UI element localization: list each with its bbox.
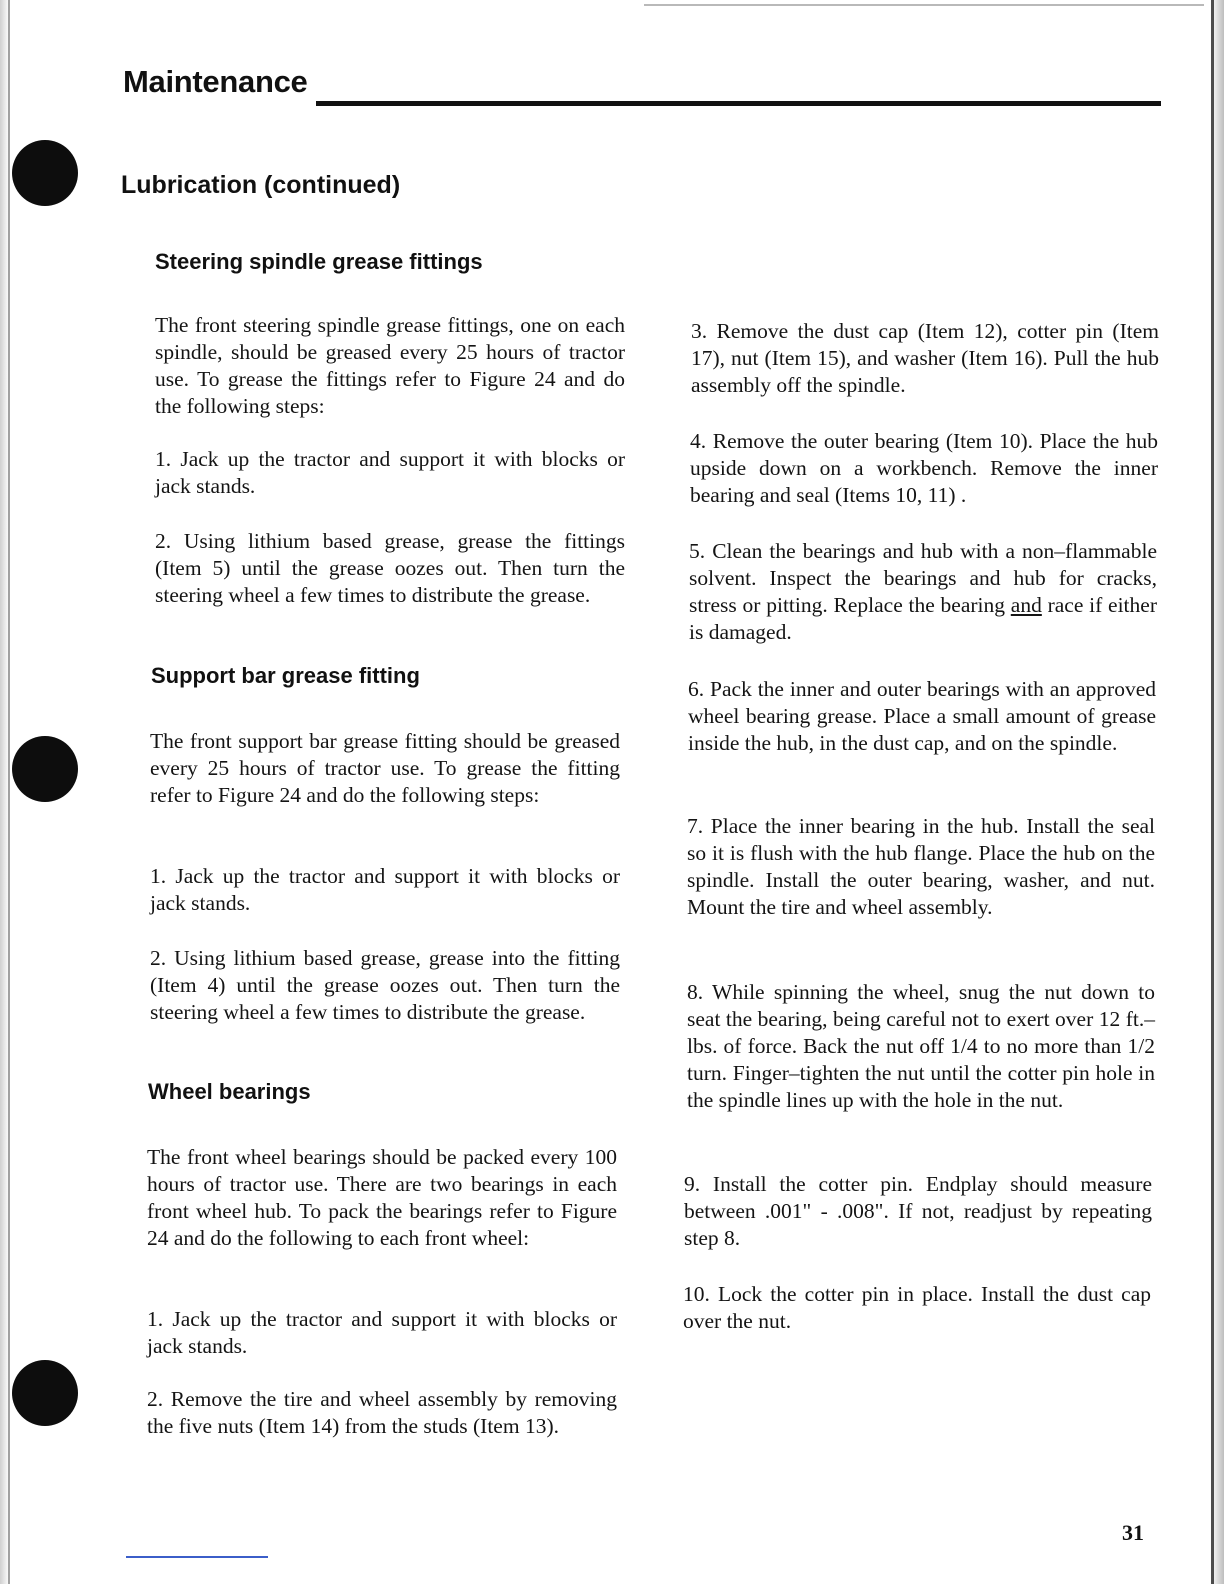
bearing-step-5	[689, 538, 1157, 646]
binder-hole-top	[12, 140, 78, 206]
section-title: Lubrication (continued)	[121, 171, 401, 199]
bearing-step-5-text-a: 5. Clean the bearings and hub with a non–flammable solvent. Inspect the bearings and hub for cracks, stress or pitting. Replace the bearing	[689, 539, 1157, 617]
wheel-bearings-step-1: 1. Jack up the tractor and support it with blocks or jack stands.	[147, 1307, 617, 1358]
bearing-step-7: 7. Place the inner bearing in the hub. Install the seal so it is flush with the hub flange. Place the hub on the spindle. Install the outer bearing, washer, and nut. Mount the tire and wheel assembly.	[687, 814, 1155, 919]
bearing-step-5-text-b: race if either is damaged.	[689, 593, 1157, 644]
page-number: 31	[1122, 1520, 1144, 1545]
scan-edge-right-line	[1211, 0, 1214, 1584]
page-title: Maintenance	[123, 64, 308, 99]
bearing-step-8: 8. While spinning the wheel, snug the nut down to seat the bearing, being careful not to exert over 12 ft.–lbs. of force. Back the nut off 1/4 to no more than 1/2 turn. Finger–tighten the nut until the cotter pin hole in the spindle lines up with the hole in the nut.	[687, 980, 1155, 1112]
support-bar-heading: Support bar grease fitting	[151, 663, 420, 688]
bearing-step-9: 9. Install the cotter pin. Endplay should measure between .001" - .008". If not, readjust by repeating step 8.	[684, 1172, 1152, 1250]
wheel-bearings-heading: Wheel bearings	[148, 1079, 311, 1104]
footer-rule	[126, 1556, 268, 1558]
support-bar-step-2: 2. Using lithium based grease, grease into the fitting (Item 4) until the grease oozes out. Then turn the steering wheel a few times to distribute the grease.	[150, 946, 620, 1024]
bearing-step-10: 10. Lock the cotter pin in place. Install the dust cap over the nut.	[683, 1282, 1151, 1333]
wheel-bearings-intro: The front wheel bearings should be packed every 100 hours of tractor use. There are two bearings in each front wheel hub. To pack the bearings refer to Figure 24 and do the following to each front wheel:	[147, 1145, 617, 1250]
steering-step-2: 2. Using lithium based grease, grease the fittings (Item 5) until the grease oozes out. Then turn the steering wheel a few times to distribute the grease.	[155, 529, 625, 607]
support-bar-intro: The front support bar grease fitting should be greased every 25 hours of tractor use. To grease the fitting refer to Figure 24 and do the following steps:	[150, 729, 620, 807]
title-rule	[316, 101, 1161, 106]
steering-step-1: 1. Jack up the tractor and support it with blocks or jack stands.	[155, 447, 625, 498]
bearing-step-6: 6. Pack the inner and outer bearings with an approved wheel bearing grease. Place a small amount of grease inside the hub, in the dust cap, and on the spindle.	[688, 677, 1156, 755]
steering-heading: Steering spindle grease fittings	[155, 249, 483, 274]
bearing-step-4: 4. Remove the outer bearing (Item 10). Place the hub upside down on a workbench. Remove the inner bearing and seal (Items 10, 11) .	[690, 429, 1158, 507]
steering-intro: The front steering spindle grease fittings, one on each spindle, should be greased every 25 hours of tractor use. To grease the fittings refer to Figure 24 and do the following steps:	[155, 313, 625, 418]
support-bar-step-1: 1. Jack up the tractor and support it with blocks or jack stands.	[150, 864, 620, 915]
scan-edge-top	[644, 4, 1204, 6]
bearing-step-3: 3. Remove the dust cap (Item 12), cotter pin (Item 17), nut (Item 15), and washer (Item 16). Pull the hub assembly off the spindle.	[691, 319, 1159, 397]
scan-edge-left-line	[8, 0, 10, 1584]
wheel-bearings-step-2: 2. Remove the tire and wheel assembly by removing the five nuts (Item 14) from the studs (Item 13).	[147, 1387, 617, 1438]
binder-hole-middle	[12, 736, 78, 802]
binder-hole-bottom	[12, 1360, 78, 1426]
bearing-step-5-underlined: and	[1010, 593, 1042, 617]
